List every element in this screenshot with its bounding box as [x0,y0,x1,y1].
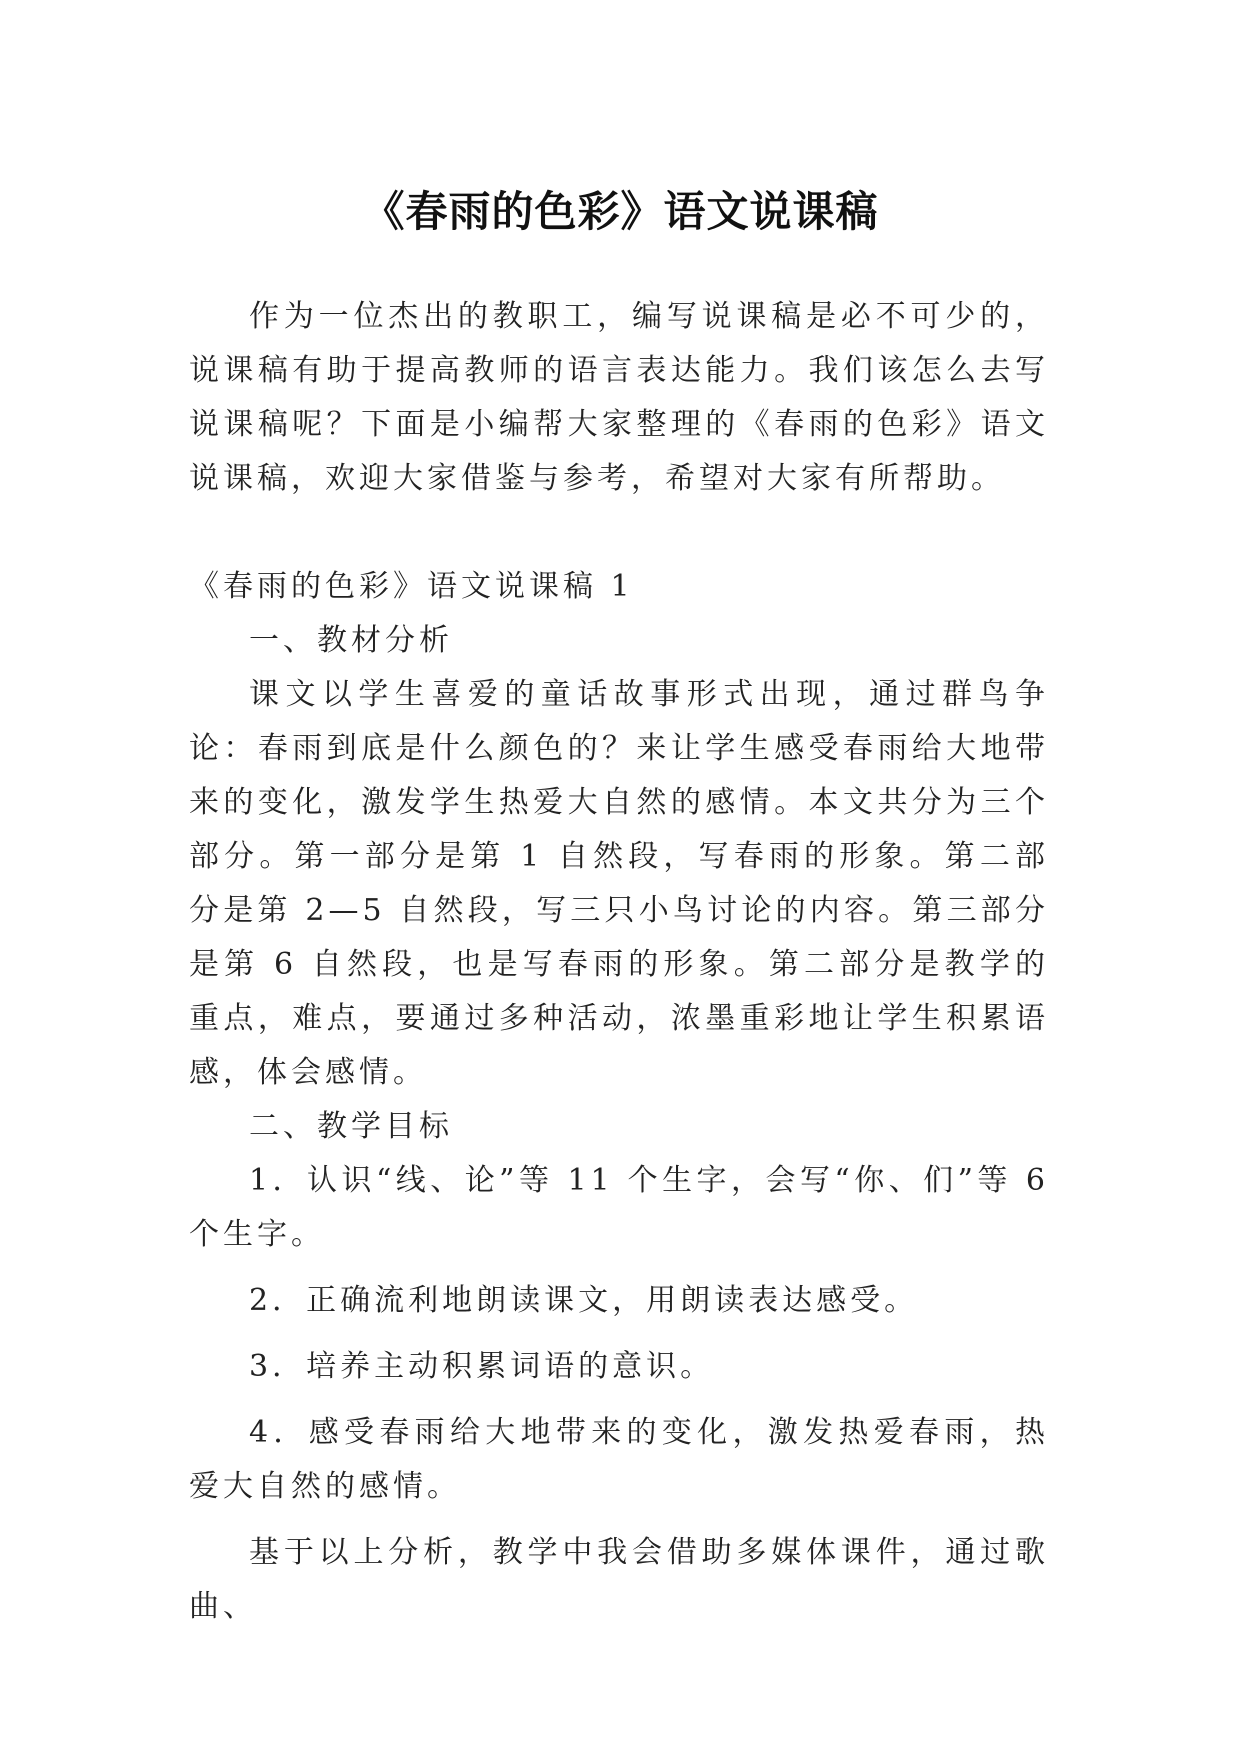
goal-item: 1．认识“线、论”等 11 个生字，会写“你、们”等 6 个生字。 [189,1163,1049,1252]
closing-paragraph: 基于以上分析，教学中我会借助多媒体课件，通过歌曲、 [189,1535,1049,1624]
heading-teaching-goals: 二、教学目标 [249,1109,453,1144]
analysis-paragraph: 课文以学生喜爱的童话故事形式出现，通过群鸟争论：春雨到底是什么颜色的？来让学生感受春雨给大地带来的变化，激发学生热爱大自然的感情。本文共分为三个部分。第一部分是第 1 自然段，写春雨的形象。第二部分是第 2—5 自然段，写三只小鸟讨论的内容。第三部分是第 6 自然段，也是写春雨的形象。第二部分是教学的重点，难点，要通过多种活动，浓墨重彩地让学生积累语感，体会感情。 [189,677,1049,1090]
section-title: 《春雨的色彩》语文说课稿 1 [189,569,634,604]
document-title: 《春雨的色彩》语文说课稿 [362,187,879,237]
goal-item: 3．培养主动积累词语的意识。 [249,1349,715,1384]
intro-paragraph: 作为一位杰出的教职工，编写说课稿是必不可少的，说课稿有助于提高教师的语言表达能力。我们该怎么去写说课稿呢？下面是小编帮大家整理的《春雨的色彩》语文说课稿，欢迎大家借鉴与参考，希望对大家有所帮助。 [189,299,1049,496]
heading-materials-analysis: 一、教材分析 [249,623,453,658]
document-body [189,290,1049,1634]
goal-item: 4．感受春雨给大地带来的变化，激发热爱春雨，热爱大自然的感情。 [189,1415,1049,1504]
goal-item: 2．正确流利地朗读课文，用朗读表达感受。 [249,1283,919,1318]
